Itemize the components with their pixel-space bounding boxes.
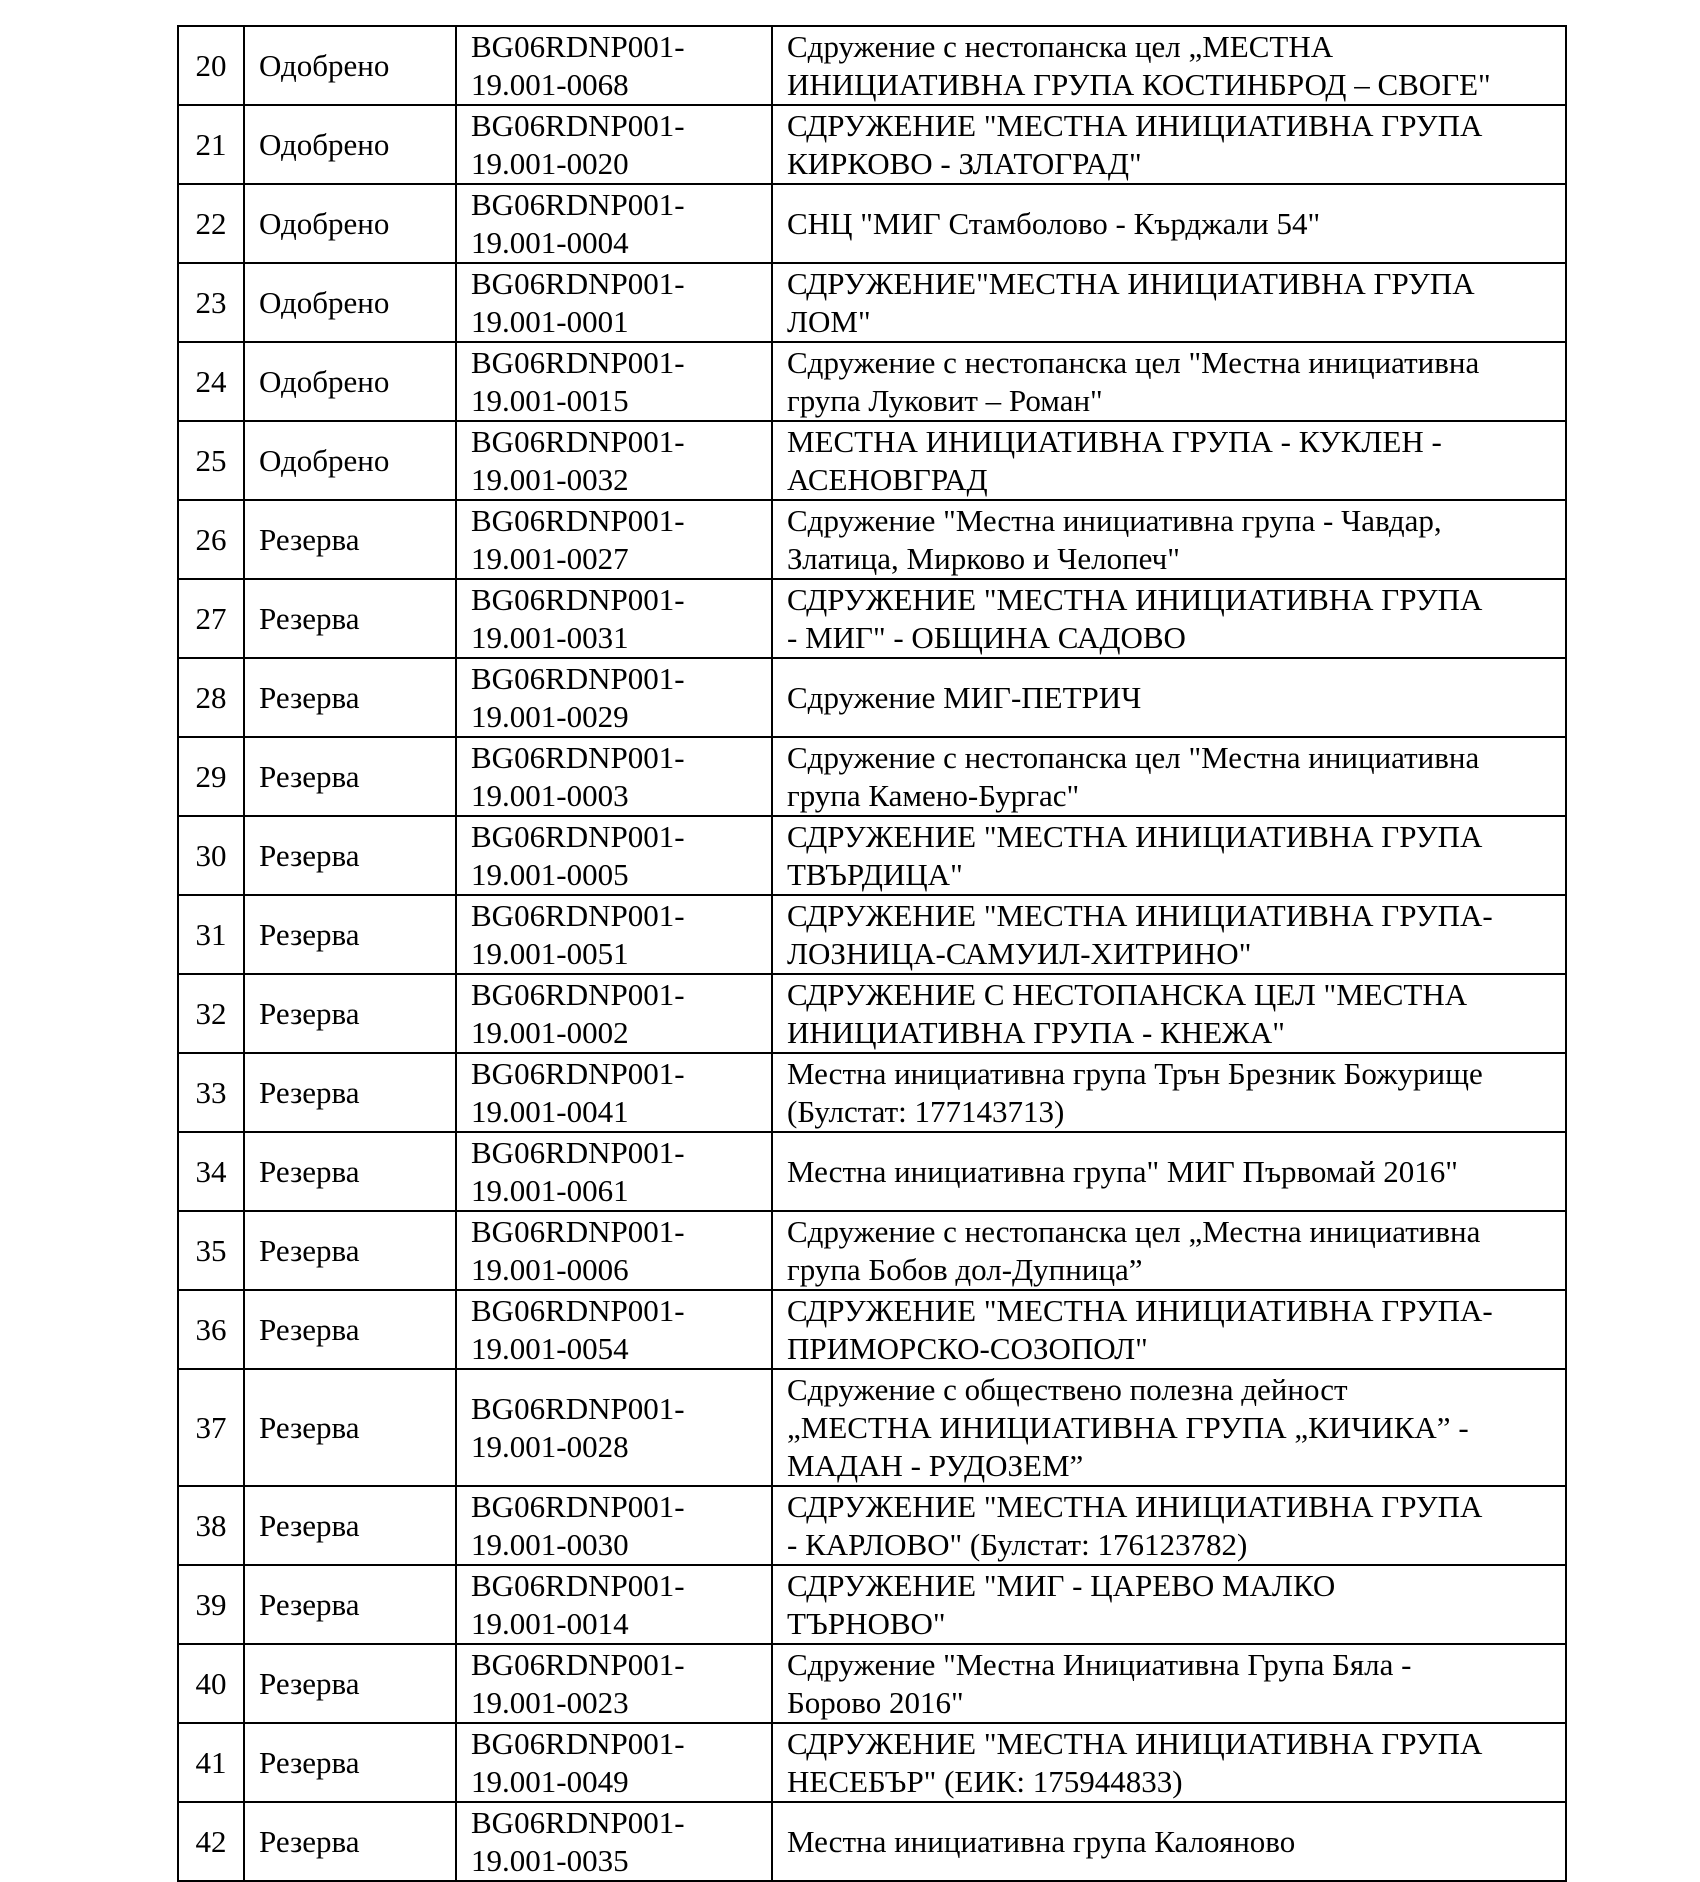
status-cell: Резерва [244, 1211, 456, 1290]
table-row [178, 105, 1566, 184]
applicant-name-cell: Местна инициативна група" МИГ Първомай 2016" [772, 1132, 1566, 1211]
project-code-cell: BG06RDNP001- 19.001-0023 [456, 1644, 772, 1723]
table-row [178, 895, 1566, 974]
table-row [178, 1369, 1566, 1486]
project-code-cell: BG06RDNP001- 19.001-0030 [456, 1486, 772, 1565]
status-cell: Резерва [244, 500, 456, 579]
status-cell: Резерва [244, 1486, 456, 1565]
project-code-cell: BG06RDNP001- 19.001-0054 [456, 1290, 772, 1369]
table-row [178, 421, 1566, 500]
applicant-name-cell: Сдружение "Местна Инициативна Група Бяла - Борово 2016" [772, 1644, 1566, 1723]
status-cell: Резерва [244, 1802, 456, 1881]
project-code-cell: BG06RDNP001- 19.001-0029 [456, 658, 772, 737]
table-row [178, 1644, 1566, 1723]
status-cell: Резерва [244, 1369, 456, 1486]
row-number-cell: 32 [178, 974, 244, 1053]
row-number-cell: 27 [178, 579, 244, 658]
applicant-name-cell: СДРУЖЕНИЕ С НЕСТОПАНСКА ЦЕЛ "МЕСТНА ИНИЦИАТИВНА ГРУПА - КНЕЖА" [772, 974, 1566, 1053]
project-code-cell: BG06RDNP001- 19.001-0003 [456, 737, 772, 816]
applicant-name-cell: СДРУЖЕНИЕ "МЕСТНА ИНИЦИАТИВНА ГРУПА ТВЪРДИЦА" [772, 816, 1566, 895]
table-row [178, 1565, 1566, 1644]
row-number-cell: 39 [178, 1565, 244, 1644]
table-row [178, 1290, 1566, 1369]
project-code-cell: BG06RDNP001- 19.001-0002 [456, 974, 772, 1053]
row-number-cell: 40 [178, 1644, 244, 1723]
project-code-cell: BG06RDNP001- 19.001-0001 [456, 263, 772, 342]
project-code-cell: BG06RDNP001- 19.001-0035 [456, 1802, 772, 1881]
row-number-cell: 25 [178, 421, 244, 500]
row-number-cell: 35 [178, 1211, 244, 1290]
project-code-cell: BG06RDNP001- 19.001-0028 [456, 1369, 772, 1486]
table-row [178, 658, 1566, 737]
status-cell: Резерва [244, 1723, 456, 1802]
table-row [178, 184, 1566, 263]
status-cell: Одобрено [244, 263, 456, 342]
table-row [178, 1723, 1566, 1802]
row-number-cell: 24 [178, 342, 244, 421]
applicant-name-cell: Сдружение МИГ-ПЕТРИЧ [772, 658, 1566, 737]
applicant-name-cell: Местна инициативна група Трън Брезник Божурище (Булстат: 177143713) [772, 1053, 1566, 1132]
row-number-cell: 30 [178, 816, 244, 895]
table-row [178, 342, 1566, 421]
applicant-name-cell: СДРУЖЕНИЕ "МИГ - ЦАРЕВО МАЛКО ТЪРНОВО" [772, 1565, 1566, 1644]
project-code-cell: BG06RDNP001- 19.001-0005 [456, 816, 772, 895]
status-cell: Резерва [244, 1565, 456, 1644]
row-number-cell: 37 [178, 1369, 244, 1486]
row-number-cell: 36 [178, 1290, 244, 1369]
project-code-cell: BG06RDNP001- 19.001-0051 [456, 895, 772, 974]
applicant-name-cell: Сдружение с нестопанска цел „МЕСТНА ИНИЦИАТИВНА ГРУПА КОСТИНБРОД – СВОГЕ" [772, 26, 1566, 105]
status-cell: Одобрено [244, 421, 456, 500]
applications-table [177, 25, 1567, 1882]
row-number-cell: 42 [178, 1802, 244, 1881]
row-number-cell: 20 [178, 26, 244, 105]
table-row [178, 263, 1566, 342]
project-code-cell: BG06RDNP001- 19.001-0032 [456, 421, 772, 500]
project-code-cell: BG06RDNP001- 19.001-0004 [456, 184, 772, 263]
row-number-cell: 34 [178, 1132, 244, 1211]
applicant-name-cell: МЕСТНА ИНИЦИАТИВНА ГРУПА - КУКЛЕН - АСЕНОВГРАД [772, 421, 1566, 500]
status-cell: Резерва [244, 1132, 456, 1211]
table-row [178, 579, 1566, 658]
project-code-cell: BG06RDNP001- 19.001-0020 [456, 105, 772, 184]
table-row [178, 1211, 1566, 1290]
status-cell: Одобрено [244, 184, 456, 263]
row-number-cell: 33 [178, 1053, 244, 1132]
row-number-cell: 28 [178, 658, 244, 737]
table-row [178, 1486, 1566, 1565]
applicant-name-cell: СДРУЖЕНИЕ"МЕСТНА ИНИЦИАТИВНА ГРУПА ЛОМ" [772, 263, 1566, 342]
applicant-name-cell: СДРУЖЕНИЕ "МЕСТНА ИНИЦИАТИВНА ГРУПА- ПРИМОРСКО-СОЗОПОЛ" [772, 1290, 1566, 1369]
status-cell: Резерва [244, 1290, 456, 1369]
applicant-name-cell: СДРУЖЕНИЕ "МЕСТНА ИНИЦИАТИВНА ГРУПА- ЛОЗНИЦА-САМУИЛ-ХИТРИНО" [772, 895, 1566, 974]
table-row [178, 737, 1566, 816]
row-number-cell: 41 [178, 1723, 244, 1802]
project-code-cell: BG06RDNP001- 19.001-0049 [456, 1723, 772, 1802]
project-code-cell: BG06RDNP001- 19.001-0027 [456, 500, 772, 579]
table-row [178, 500, 1566, 579]
status-cell: Резерва [244, 974, 456, 1053]
row-number-cell: 23 [178, 263, 244, 342]
applicant-name-cell: Сдружение "Местна инициативна група - Чавдар, Златица, Мирково и Челопеч" [772, 500, 1566, 579]
table-row [178, 1802, 1566, 1881]
applicant-name-cell: Сдружение с обществено полезна дейност „МЕСТНА ИНИЦИАТИВНА ГРУПА „КИЧИКА” - МАДАН - РУДОЗЕМ” [772, 1369, 1566, 1486]
applicant-name-cell: СДРУЖЕНИЕ "МЕСТНА ИНИЦИАТИВНА ГРУПА КИРКОВО - ЗЛАТОГРАД" [772, 105, 1566, 184]
applicant-name-cell: Сдружение с нестопанска цел "Местна инициативна група Камено-Бургас" [772, 737, 1566, 816]
table-row [178, 816, 1566, 895]
applicant-name-cell: Местна инициативна група Калояново [772, 1802, 1566, 1881]
applicant-name-cell: Сдружение с нестопанска цел „Местна инициативна група Бобов дол-Дупница” [772, 1211, 1566, 1290]
project-code-cell: BG06RDNP001- 19.001-0041 [456, 1053, 772, 1132]
applicant-name-cell: СДРУЖЕНИЕ "МЕСТНА ИНИЦИАТИВНА ГРУПА - МИГ" - ОБЩИНА САДОВО [772, 579, 1566, 658]
row-number-cell: 31 [178, 895, 244, 974]
applicant-name-cell: СНЦ "МИГ Стамболово - Кърджали 54" [772, 184, 1566, 263]
project-code-cell: BG06RDNP001- 19.001-0006 [456, 1211, 772, 1290]
applicant-name-cell: Сдружение с нестопанска цел "Местна инициативна група Луковит – Роман" [772, 342, 1566, 421]
status-cell: Резерва [244, 895, 456, 974]
status-cell: Резерва [244, 1644, 456, 1723]
status-cell: Одобрено [244, 342, 456, 421]
row-number-cell: 22 [178, 184, 244, 263]
status-cell: Одобрено [244, 26, 456, 105]
status-cell: Резерва [244, 658, 456, 737]
project-code-cell: BG06RDNP001- 19.001-0015 [456, 342, 772, 421]
applicant-name-cell: СДРУЖЕНИЕ "МЕСТНА ИНИЦИАТИВНА ГРУПА - КАРЛОВО" (Булстат: 176123782) [772, 1486, 1566, 1565]
project-code-cell: BG06RDNP001- 19.001-0014 [456, 1565, 772, 1644]
table-body [178, 26, 1566, 1881]
project-code-cell: BG06RDNP001- 19.001-0061 [456, 1132, 772, 1211]
status-cell: Одобрено [244, 105, 456, 184]
table-row [178, 974, 1566, 1053]
row-number-cell: 21 [178, 105, 244, 184]
status-cell: Резерва [244, 1053, 456, 1132]
row-number-cell: 29 [178, 737, 244, 816]
applicant-name-cell: СДРУЖЕНИЕ "МЕСТНА ИНИЦИАТИВНА ГРУПА НЕСЕБЪР" (ЕИК: 175944833) [772, 1723, 1566, 1802]
status-cell: Резерва [244, 579, 456, 658]
table-row [178, 1053, 1566, 1132]
status-cell: Резерва [244, 737, 456, 816]
project-code-cell: BG06RDNP001- 19.001-0068 [456, 26, 772, 105]
table-row [178, 1132, 1566, 1211]
row-number-cell: 38 [178, 1486, 244, 1565]
row-number-cell: 26 [178, 500, 244, 579]
table-row [178, 26, 1566, 105]
project-code-cell: BG06RDNP001- 19.001-0031 [456, 579, 772, 658]
status-cell: Резерва [244, 816, 456, 895]
